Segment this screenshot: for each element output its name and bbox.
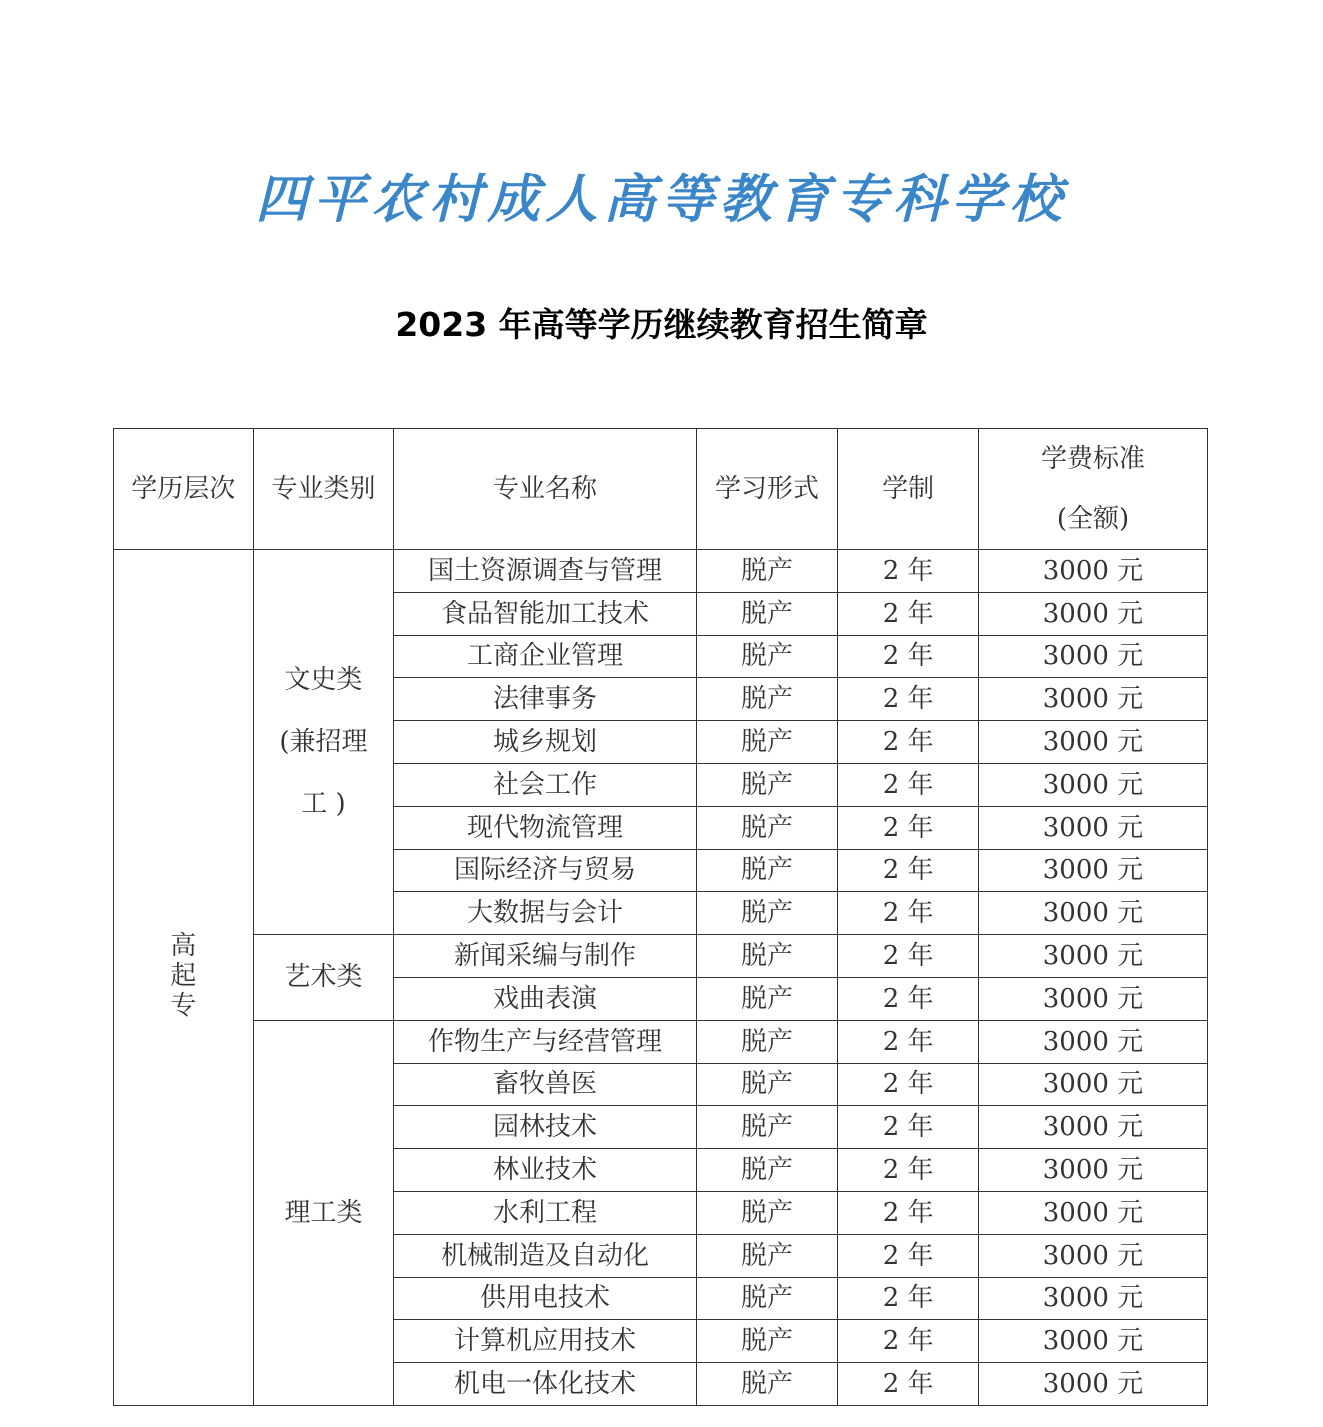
fee-cell: 3000 元 (978, 1320, 1207, 1363)
header-form: 学习形式 (696, 429, 838, 550)
form-cell: 脱产 (696, 592, 838, 635)
table-row (114, 935, 1208, 978)
major-cell: 法律事务 (394, 678, 696, 721)
header-level: 学历层次 (114, 429, 254, 550)
form-cell: 脱产 (696, 849, 838, 892)
form-cell: 脱产 (696, 1277, 838, 1320)
major-cell: 城乡规划 (394, 721, 696, 764)
form-cell: 脱产 (696, 1191, 838, 1234)
fee-cell: 3000 元 (978, 763, 1207, 806)
table-header-row (114, 429, 1208, 550)
fee-cell: 3000 元 (978, 1063, 1207, 1106)
form-cell: 脱产 (696, 935, 838, 978)
header-length: 学制 (838, 429, 979, 550)
major-cell: 供用电技术 (394, 1277, 696, 1320)
table-row (114, 1020, 1208, 1063)
fee-cell: 3000 元 (978, 935, 1207, 978)
fee-cell: 3000 元 (978, 977, 1207, 1020)
length-cell: 2 年 (838, 935, 979, 978)
major-cell: 机电一体化技术 (394, 1363, 696, 1406)
length-cell: 2 年 (838, 592, 979, 635)
major-cell: 新闻采编与制作 (394, 935, 696, 978)
fee-cell: 3000 元 (978, 1234, 1207, 1277)
form-cell: 脱产 (696, 721, 838, 764)
major-cell: 水利工程 (394, 1191, 696, 1234)
length-cell: 2 年 (838, 1063, 979, 1106)
form-cell: 脱产 (696, 1234, 838, 1277)
header-fee-line2: (全额) (1056, 504, 1130, 534)
form-cell: 脱产 (696, 1149, 838, 1192)
length-cell: 2 年 (838, 1363, 979, 1406)
category-line: 工 ) (301, 789, 346, 820)
length-cell: 2 年 (838, 763, 979, 806)
fee-cell: 3000 元 (978, 849, 1207, 892)
category-cell-art: 艺术类 (253, 935, 394, 1021)
fee-cell: 3000 元 (978, 806, 1207, 849)
form-cell: 脱产 (696, 1020, 838, 1063)
length-cell: 2 年 (838, 550, 979, 593)
length-cell: 2 年 (838, 977, 979, 1020)
length-cell: 2 年 (838, 849, 979, 892)
form-cell: 脱产 (696, 1063, 838, 1106)
major-cell: 作物生产与经营管理 (394, 1020, 696, 1063)
fee-cell: 3000 元 (978, 1106, 1207, 1149)
length-cell: 2 年 (838, 635, 979, 678)
form-cell: 脱产 (696, 1363, 838, 1406)
major-cell: 工商企业管理 (394, 635, 696, 678)
length-cell: 2 年 (838, 892, 979, 935)
category-cell-science-engineering: 理工类 (253, 1020, 394, 1405)
major-cell: 现代物流管理 (394, 806, 696, 849)
length-cell: 2 年 (838, 1191, 979, 1234)
length-cell: 2 年 (838, 678, 979, 721)
length-cell: 2 年 (838, 1106, 979, 1149)
enrollment-table (113, 428, 1208, 1406)
category-line: 文史类 (284, 665, 363, 696)
fee-cell: 3000 元 (978, 721, 1207, 764)
length-cell: 2 年 (838, 1149, 979, 1192)
table-row (114, 550, 1208, 593)
fee-cell: 3000 元 (978, 678, 1207, 721)
major-cell: 畜牧兽医 (394, 1063, 696, 1106)
header-category: 专业类别 (253, 429, 394, 550)
level-cell (114, 550, 254, 1406)
form-cell: 脱产 (696, 892, 838, 935)
fee-cell: 3000 元 (978, 1020, 1207, 1063)
fee-cell: 3000 元 (978, 1363, 1207, 1406)
fee-cell: 3000 元 (978, 1191, 1207, 1234)
length-cell: 2 年 (838, 721, 979, 764)
major-cell: 林业技术 (394, 1149, 696, 1192)
fee-cell: 3000 元 (978, 592, 1207, 635)
major-cell: 计算机应用技术 (394, 1320, 696, 1363)
fee-cell: 3000 元 (978, 635, 1207, 678)
fee-cell: 3000 元 (978, 1277, 1207, 1320)
fee-cell: 3000 元 (978, 892, 1207, 935)
category-cell-arts-history (253, 550, 394, 935)
header-major: 专业名称 (394, 429, 696, 550)
length-cell: 2 年 (838, 806, 979, 849)
major-cell: 园林技术 (394, 1106, 696, 1149)
length-cell: 2 年 (838, 1320, 979, 1363)
length-cell: 2 年 (838, 1277, 979, 1320)
level-label: 高起专 (170, 931, 197, 1022)
header-fee (978, 429, 1207, 550)
major-cell: 机械制造及自动化 (394, 1234, 696, 1277)
form-cell: 脱产 (696, 550, 838, 593)
form-cell: 脱产 (696, 763, 838, 806)
major-cell: 国际经济与贸易 (394, 849, 696, 892)
major-cell: 食品智能加工技术 (394, 592, 696, 635)
form-cell: 脱产 (696, 635, 838, 678)
fee-cell: 3000 元 (978, 550, 1207, 593)
document-title: 2023 年高等学历继续教育招生简章 (395, 305, 928, 344)
form-cell: 脱产 (696, 1106, 838, 1149)
school-name: 四平农村成人高等教育专科学校 (255, 169, 1068, 230)
major-cell: 戏曲表演 (394, 977, 696, 1020)
major-cell: 国土资源调查与管理 (394, 550, 696, 593)
fee-cell: 3000 元 (978, 1149, 1207, 1192)
form-cell: 脱产 (696, 806, 838, 849)
length-cell: 2 年 (838, 1234, 979, 1277)
major-cell: 大数据与会计 (394, 892, 696, 935)
form-cell: 脱产 (696, 678, 838, 721)
header-fee-line1: 学费标准 (1040, 444, 1145, 474)
category-line: (兼招理 (279, 727, 368, 758)
form-cell: 脱产 (696, 977, 838, 1020)
length-cell: 2 年 (838, 1020, 979, 1063)
form-cell: 脱产 (696, 1320, 838, 1363)
major-cell: 社会工作 (394, 763, 696, 806)
category-label-arts-history (264, 649, 382, 835)
